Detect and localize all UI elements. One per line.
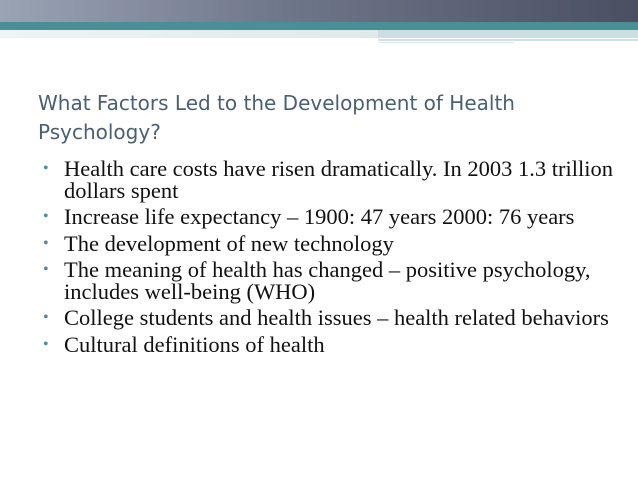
header-band-dark — [0, 0, 638, 22]
bullet-dot-icon: • — [43, 309, 49, 326]
bullet-text: The meaning of health has changed – positive psychology, includes well-being (WHO) — [64, 257, 591, 304]
bullet-text: College students and health issues – health related behaviors — [64, 305, 609, 330]
bullet-list — [43, 158, 613, 360]
header-rule-1 — [378, 39, 638, 41]
bullet-item — [43, 307, 613, 329]
bullet-item — [43, 259, 613, 302]
bullet-item — [43, 331, 613, 357]
bullet-dot-icon: • — [43, 208, 49, 225]
header-band-light-right — [378, 30, 638, 38]
bullet-item — [43, 206, 613, 228]
bullet-item — [43, 230, 613, 256]
bullet-text: Increase life expectancy – 1900: 47 years 2000: 76 years — [64, 204, 575, 229]
slide-title: What Factors Led to the Development of Health Psychology? — [38, 91, 515, 144]
bullet-text: Cultural definitions of health — [64, 331, 325, 357]
bullet-item — [43, 158, 613, 201]
bullet-text: Health care costs have risen dramatically. In 2003 1.3 trillion dollars spent — [64, 156, 613, 203]
bullet-text: The development of new technology — [64, 230, 394, 256]
header-rule-2 — [378, 42, 514, 43]
bullet-dot-icon: • — [43, 160, 49, 177]
bullet-dot-icon: • — [43, 234, 49, 252]
bullet-dot-icon: • — [43, 335, 49, 353]
header-band-teal — [0, 22, 638, 30]
bullet-dot-icon: • — [43, 261, 49, 278]
header-band-light-left — [0, 30, 378, 38]
